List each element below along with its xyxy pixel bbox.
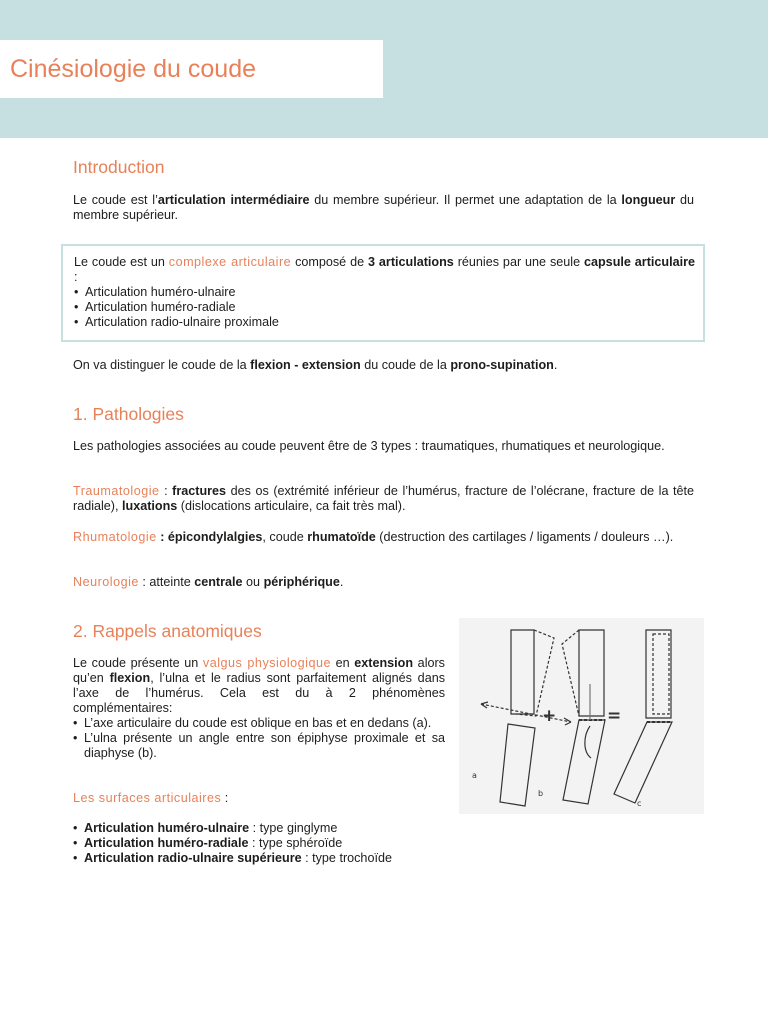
elbow-valgus-figure <box>459 618 704 814</box>
articulation-list <box>74 285 695 330</box>
section-heading-pathologies: 1. Pathologies <box>73 404 184 424</box>
surfaces-list <box>73 821 694 866</box>
list-item: • Articulation radio-ulnaire proximale <box>74 315 695 330</box>
list-item: • L’axe articulaire du coude est oblique en bas et en dedans (a). <box>73 716 445 731</box>
rhumatologie-paragraph: Rhumatologie : épicondylalgies, coude rhumatoïde (destruction des cartilages / ligaments / douleurs …). <box>73 530 674 544</box>
list-item: • L’ulna présente un angle entre son épiphyse proximale et sa diaphyse (b). <box>73 731 445 761</box>
label-b: b <box>538 789 544 798</box>
page-title: Cinésiologie du coude <box>10 55 257 83</box>
label-c: c <box>637 799 642 808</box>
valgus-paragraph: Le coude présente un valgus physiologique en extension alors qu’en flexion, l’ulna et le radius sont parfaitement alignés dans l’axe de l’humérus. Cela est du à 2 phénomènes complémentaires: <box>73 656 445 715</box>
info-box-line: Le coude est un complexe articulaire composé de 3 articulations réunies par une seule capsule articulaire : <box>74 255 695 284</box>
section-heading-rappels: 2. Rappels anatomiques <box>73 621 262 641</box>
rappels-text <box>73 656 445 761</box>
label-a: a <box>472 771 477 780</box>
traumatologie-paragraph: Traumatologie : fractures des os (extrémité inférieur de l’humérus, fracture de l’olécrane, fracture de la tête radiale), luxations (dislocations articulaire, ca fait très mal). <box>73 484 695 513</box>
intro-paragraph: Le coude est l’articulation intermédiaire du membre supérieur. Il permet une adaptation de la longueur du membre supérieur. <box>73 193 694 222</box>
info-box <box>61 244 705 342</box>
list-item: • Articulation radio-ulnaire supérieure : type trochoïde <box>73 851 694 866</box>
list-item: • Articulation huméro-ulnaire <box>74 285 695 300</box>
surfaces-heading: Les surfaces articulaires : <box>73 791 229 805</box>
plus-sign: + <box>542 706 557 726</box>
list-item: • Articulation huméro-radiale <box>74 300 695 315</box>
list-item: • Articulation huméro-ulnaire : type ginglyme <box>73 821 694 836</box>
pathologies-intro: Les pathologies associées au coude peuvent être de 3 types : traumatiques, rhumatiques et neurologique. <box>73 439 665 453</box>
section-heading-introduction: Introduction <box>73 157 165 177</box>
phenomena-list <box>73 716 445 761</box>
distinction-paragraph: On va distinguer le coude de la flexion - extension du coude de la prono-supination. <box>73 358 558 372</box>
neurologie-paragraph: Neurologie : atteinte centrale ou périphérique. <box>73 575 344 589</box>
equals-sign: = <box>607 706 622 726</box>
info-box-text <box>74 255 695 330</box>
list-item: • Articulation huméro-radiale : type sphéroïde <box>73 836 694 851</box>
